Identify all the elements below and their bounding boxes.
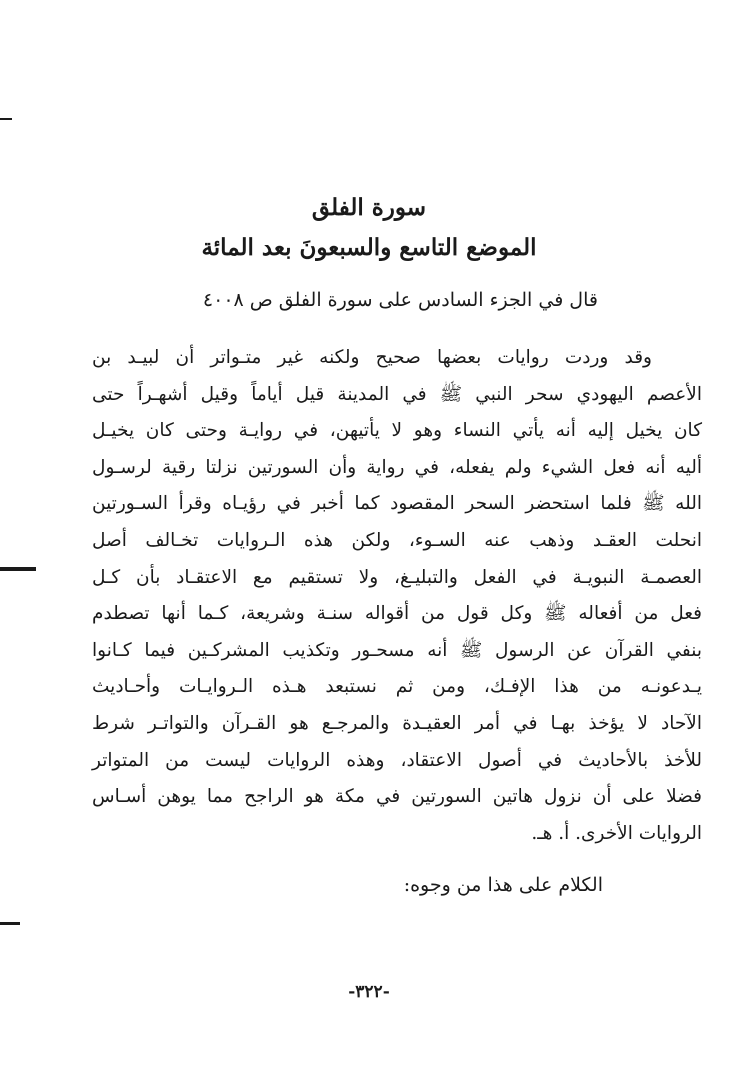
body-line: الله ﷺ فلما استحضر السحر المقصود كما أخبر في رؤيـاه وقرأ السـورتين <box>92 493 702 515</box>
page-number: -٣٢٢- <box>348 982 390 1002</box>
body-line: وقد وردت روايات بعضها صحيح ولكنه غير متـواتر أن لبيـد بن <box>92 347 652 368</box>
body-line: الأعصم اليهودي سحر النبي ﷺ في المدينة قيل أياماً وقيل أشهـراً حتى <box>92 383 702 405</box>
body-line: للأخذ بالأحاديث في أصول الاعتقاد، وهذه الروايات ليست من المتواتر <box>92 749 702 771</box>
scan-edge-mark <box>0 118 12 120</box>
body-line: الروايات الأخرى. أ. هـ. <box>531 822 702 844</box>
surah-title: سورة الفلق <box>311 194 427 221</box>
body-paragraph <box>92 340 702 852</box>
body-line: كان يخيل إليه أنه يأتي النساء وهو لا يأتيهن، في روايـة وحتى كان يخيـل <box>92 420 702 442</box>
section-title: الموضع التاسع والسبعونَ بعد المائة <box>201 234 537 261</box>
heading-block <box>0 188 738 268</box>
intro-line: قال في الجزء السادس على سورة الفلق ص ٤٠٠٨ <box>202 289 598 311</box>
closing-line: الكلام على هذا من وجوه: <box>403 874 603 896</box>
body-line: انحلت العقـد وذهب عنه السـوء، ولكن هذه الـروايات تخـالف أصل <box>92 529 702 551</box>
scan-edge-mark <box>0 567 36 571</box>
body-line: الآحاد لا يؤخذ بهـا في أمر العقيـدة والمرجـع هو القـرآن والتواتـر شرط <box>92 712 702 734</box>
scan-edge-mark <box>0 922 20 925</box>
body-line: بنفي القرآن عن الرسول ﷺ أنه مسحـور وتكذيب المشركـين فيما كـانوا <box>92 639 702 661</box>
body-line: يـدعونـه من هذا الإفـك، ومن ثم نستبعد هـذه الـروايـات وأحـاديث <box>92 676 702 698</box>
body-line: العصمـة النبويـة في الفعل والتبليـغ، ولا تستقيم مع الاعتقـاد بأن كـل <box>92 566 702 588</box>
body-line: فعل من أفعاله ﷺ وكل قول من أقواله سنـة وشريعة، كـما أنها تصطدم <box>92 603 702 625</box>
body-line: أليه أنه فعل الشيء ولم يفعله، في رواية وأن السورتين نزلتا رقية لرسـول <box>92 456 702 478</box>
body-line: فضلا على أن نزول هاتين السورتين في مكة هو الراجح مما يوهن أسـاس <box>92 786 702 808</box>
